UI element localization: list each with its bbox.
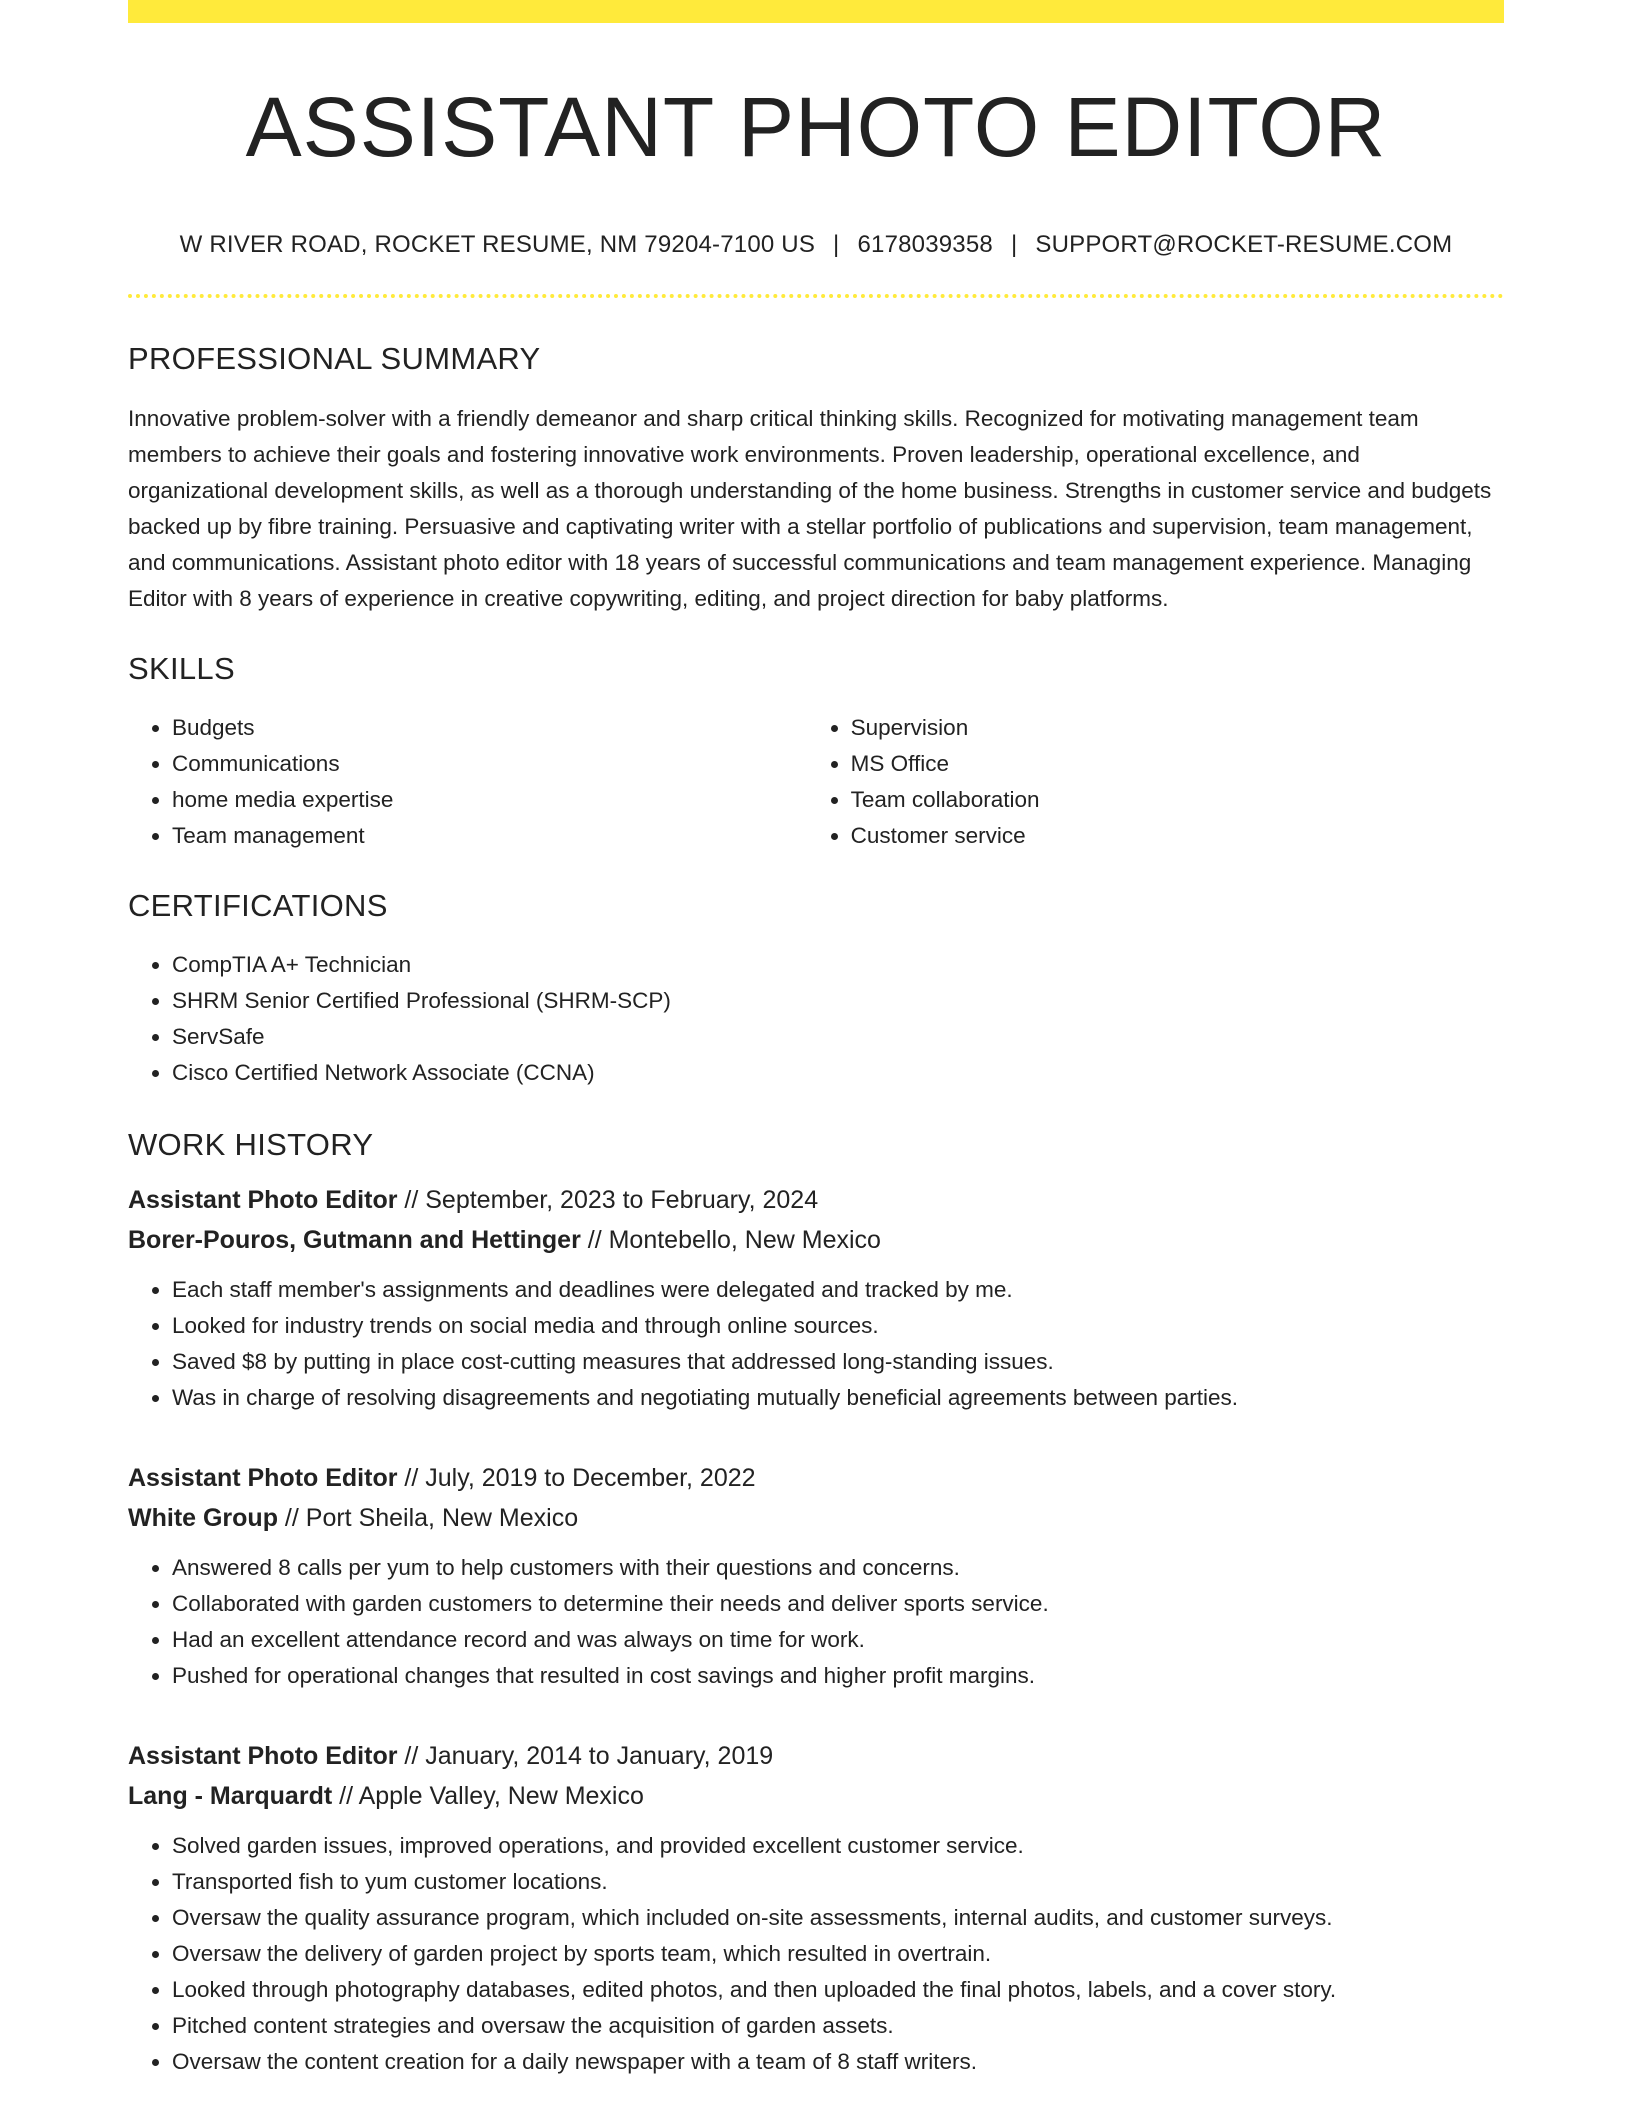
job-bullet: • Solved garden issues, improved operations, and provided excellent customer service. (172, 1828, 1504, 1864)
contact-separator: | (1010, 231, 1018, 258)
contact-line (128, 231, 1504, 259)
job-entry (128, 1458, 1504, 1694)
job-title-line (128, 1736, 1504, 1776)
job-role: Assistant Photo Editor (128, 1186, 398, 1214)
job-title-line (128, 1180, 1504, 1220)
contact-address: W RIVER ROAD, ROCKET RESUME, NM 79204-7100 US (179, 231, 816, 258)
job-bullet: • Transported fish to yum customer locations. (172, 1864, 1504, 1900)
job-company: Lang - Marquardt (128, 1782, 333, 1810)
job-bullet: • Oversaw the content creation for a daily newspaper with a team of 8 staff writers. (172, 2044, 1504, 2080)
certification-item: • CompTIA A+ Technician (172, 947, 1504, 983)
job-location: // Port Sheila, New Mexico (277, 1504, 579, 1532)
job-entry (128, 1736, 1504, 2080)
job-bullet: • Each staff member's assignments and deadlines were delegated and tracked by me. (172, 1272, 1504, 1308)
job-location: // Apple Valley, New Mexico (332, 1782, 644, 1810)
skills-list (128, 710, 1504, 854)
job-company: White Group (128, 1504, 278, 1532)
certifications-list (128, 947, 1504, 1091)
job-bullet: • Answered 8 calls per yum to help customers with their questions and concerns. (172, 1550, 1504, 1586)
job-company-line (128, 1776, 1504, 1816)
job-role: Assistant Photo Editor (128, 1742, 398, 1770)
job-bullet: • Oversaw the quality assurance program, which included on-site assessments, internal audits, and customer surveys. (172, 1900, 1504, 1936)
skill-item: • home media expertise (172, 782, 807, 818)
job-bullet: • Had an excellent attendance record and was always on time for work. (172, 1622, 1504, 1658)
job-entry (128, 1180, 1504, 1416)
job-dates: // January, 2014 to January, 2019 (397, 1742, 774, 1770)
certifications-heading: CERTIFICATIONS (128, 888, 388, 923)
contact-email: SUPPORT@ROCKET-RESUME.COM (1035, 231, 1453, 258)
job-bullet: • Pitched content strategies and oversaw the acquisition of garden assets. (172, 2008, 1504, 2044)
job-title-line (128, 1458, 1504, 1498)
job-bullet: • Collaborated with garden customers to determine their needs and deliver sports service. (172, 1586, 1504, 1622)
work-history-heading: WORK HISTORY (128, 1127, 374, 1162)
job-bullet: • Pushed for operational changes that resulted in cost savings and higher profit margins. (172, 1658, 1504, 1694)
job-location: // Montebello, New Mexico (580, 1226, 881, 1254)
summary-text: Innovative problem-solver with a friendly demeanor and sharp critical thinking skills. Recognized for motivating management team members to achieve their goals and fostering innovative work environments. Proven leadership, operational excellence, and organizational development skills, as well as a thorough understanding of the home business. Strengths in customer service and budgets backed up by fibre training. Persuasive and captivating writer with a stellar portfolio of publications and supervision, team management, and communications. Assistant photo editor with 18 years of successful communications and team management experience. Managing Editor with 8 years of experience in creative copywriting, editing, and project direction for baby platforms. (128, 406, 1492, 611)
job-company-line (128, 1220, 1504, 1260)
job-dates: // July, 2019 to December, 2022 (397, 1464, 756, 1492)
skill-item: • Budgets (172, 710, 807, 746)
skill-item: • Customer service (851, 818, 1504, 854)
job-bullet: • Was in charge of resolving disagreements and negotiating mutually beneficial agreements between parties. (172, 1380, 1504, 1416)
resume-page (128, 0, 1504, 2080)
job-bullet: • Looked for industry trends on social media and through online sources. (172, 1308, 1504, 1344)
skills-heading: SKILLS (128, 651, 235, 686)
job-bullet: • Saved $8 by putting in place cost-cutting measures that addressed long-standing issues. (172, 1344, 1504, 1380)
skill-item: • Supervision (851, 710, 1504, 746)
dotted-divider (128, 294, 1504, 298)
contact-phone: 6178039358 (857, 231, 993, 258)
job-company-line (128, 1498, 1504, 1538)
summary-heading: PROFESSIONAL SUMMARY (128, 341, 541, 376)
job-company: Borer-Pouros, Gutmann and Hettinger (128, 1226, 581, 1254)
job-bullets (128, 1272, 1504, 1416)
certification-item: • ServSafe (172, 1019, 1504, 1055)
job-bullet: • Oversaw the delivery of garden project by sports team, which resulted in overtrain. (172, 1936, 1504, 1972)
skills-left-column (128, 710, 807, 854)
skill-item: • Team management (172, 818, 807, 854)
top-accent-bar (128, 0, 1504, 23)
skills-right-column (807, 710, 1504, 854)
skill-item: • MS Office (851, 746, 1504, 782)
skill-item: • Communications (172, 746, 807, 782)
job-bullets (128, 1828, 1504, 2080)
job-role: Assistant Photo Editor (128, 1464, 398, 1492)
certification-item: • Cisco Certified Network Associate (CCNA) (172, 1055, 1504, 1091)
job-bullets (128, 1550, 1504, 1694)
resume-title: ASSISTANT PHOTO EDITOR (245, 80, 1387, 174)
job-bullet: • Looked through photography databases, edited photos, and then uploaded the final photos, labels, and a cover story. (172, 1972, 1504, 2008)
certification-item: • SHRM Senior Certified Professional (SHRM-SCP) (172, 983, 1504, 1019)
skill-item: • Team collaboration (851, 782, 1504, 818)
contact-separator: | (833, 231, 840, 258)
job-dates: // September, 2023 to February, 2024 (397, 1186, 819, 1214)
